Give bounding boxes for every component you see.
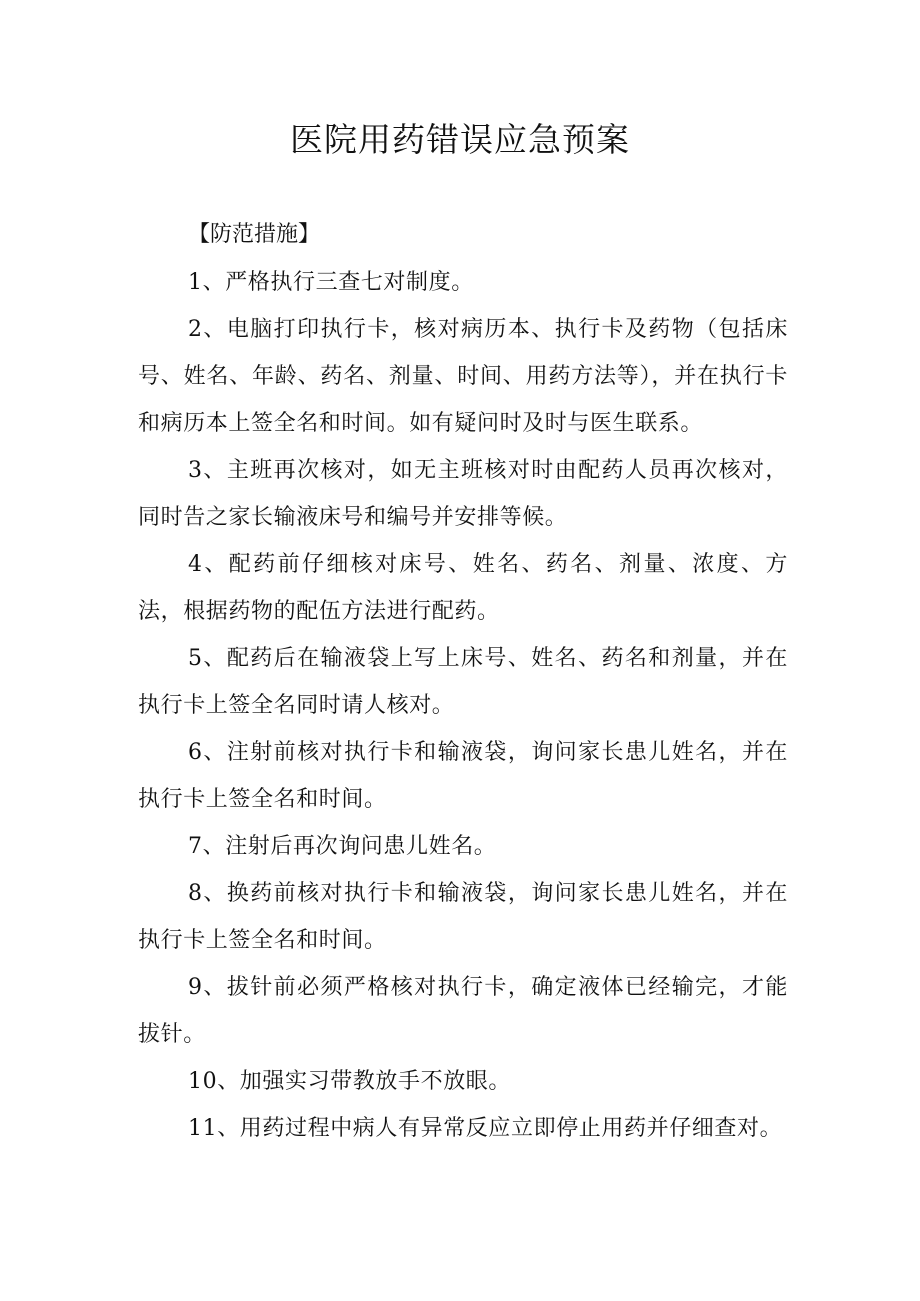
list-item: 8、换药前核对执行卡和输液袋，询问家长患儿姓名，并在执行卡上签全名和时间。: [138, 881, 788, 953]
document-title: 医院用药错误应急预案: [290, 120, 630, 159]
list-item: 11、用药过程中病人有异常反应立即停止用药并仔细查对。: [188, 1116, 783, 1141]
list-item: 7、注射后再次询问患儿姓名。: [188, 834, 497, 859]
list-item: 5、配药后在输液袋上写上床号、姓名、药名和剂量，并在执行卡上签全名同时请人核对。: [138, 646, 788, 718]
list-item: 9、拔针前必须严格核对执行卡，确定液体已经输完，才能拔针。: [138, 975, 788, 1047]
list-item: 4、配药前仔细核对床号、姓名、药名、剂量、浓度、方法，根据药物的配伍方法进行配药。: [138, 552, 788, 624]
list-item: 10、加强实习带教放手不放眼。: [188, 1069, 511, 1094]
list-item: 1、严格执行三查七对制度。: [188, 270, 474, 295]
section-heading-prevention: 【防范措施】: [188, 222, 321, 247]
list-item: 2、电脑打印执行卡，核对病历本、执行卡及药物（包括床号、姓名、年龄、药名、剂量、时间、用药方法等），并在执行卡和病历本上签全名和时间。如有疑问时及时与医生联系。: [138, 317, 788, 436]
list-item: 6、注射前核对执行卡和输液袋，询问家长患儿姓名，并在执行卡上签全名和时间。: [138, 740, 788, 812]
document-body: [138, 259, 788, 1152]
list-item: 3、主班再次核对，如无主班核对时由配药人员再次核对，同时告之家长输液床号和编号并安排等候。: [138, 458, 788, 530]
